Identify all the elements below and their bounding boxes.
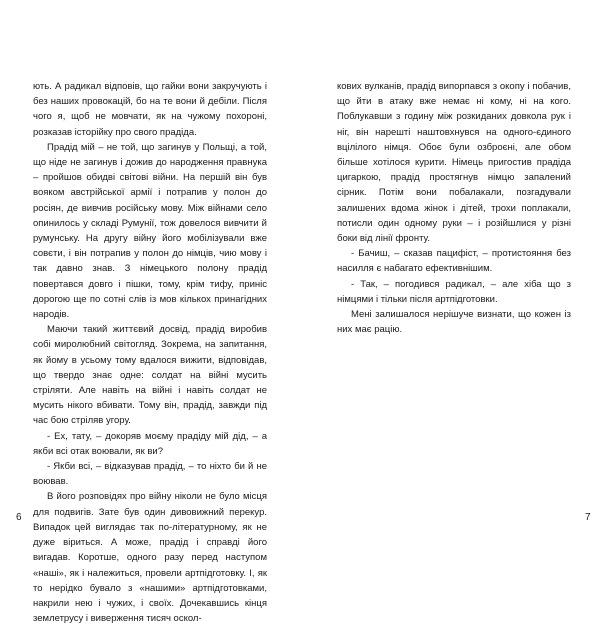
paragraph: - Так, – погодився радикал, – але хіба що з німцями і тільки після артпідготовки. [337, 278, 571, 305]
right-page-text [337, 79, 571, 337]
paragraph: Мені залишалося нерішуче визнати, що кожен із них має рацію. [337, 309, 571, 336]
paragraph: - Якби всі, – відказував прадід, – то ніхто би й не воював. [33, 461, 267, 488]
paragraph: ють. А радикал відповів, що гайки вони закручують і без наших провокацій, бо на те вони й дебіли. Після чого я, щоб не мовчати, як на чужому похороні, розказав історійку про свого прадіда. [33, 81, 267, 138]
paragraph: - Ех, тату, – докоряв моєму прадіду мій дід, – а якби всі отак воювали, як ви? [33, 430, 267, 457]
paragraph: Прадід мій – не той, що загинув у Польщі, а той, що ніде не загинув і дожив до народження правнука – пройшов обидві світові війни. На першій він був вояком австрійської армії і потрапив у полон до росіян, де вивчив російську мову. Між війнами село опинилось у складі Румунії, тож довелося вивчити й румунську. На другу війну його мобілізували вже совєти, і він потрапив у полон до німців, чию мову і так давно знав. З німецького полону прадід повертався довго і пішки, тому, крім тифу, приніс дорогою ще по сотні слів із мов кількох принагідних народів. [33, 141, 267, 321]
page-number: 7 [585, 512, 591, 523]
page-number: 6 [16, 512, 22, 523]
left-page [0, 0, 300, 625]
paragraph: - Бачиш, – сказав пацифіст, – протистояння без насилля є набагато ефективнішим. [337, 248, 571, 275]
paragraph: В його розповідях про війну ніколи не було місця для подвигів. Зате був один дивовижний перекур. Випадок цей виглядає так по-літературному, як не дуже віриться. А може, прадід і справді його вигадав. Коротше, одного разу перед наступом «наші», як і належиться, провели артпідготовку. І, як то нерідко бувало з «нашими» артпідготовками, накрили нею і чужих, і своїх. Дочекавшись кінця землетрусу і виверження тисяч оскол- [33, 491, 267, 625]
left-page-text [33, 79, 267, 626]
paragraph: кових вулканів, прадід випорпався з окопу і побачив, що йти в атаку вже немає ні кому, ні на кого. Поблукавши з годину між розкиданих довкола рук і ніг, він нарешті наштовхнувся на одного-єдиного вцілілого німця. Обоє були озброєні, але обом більше хотілося курити. Німець пригостив прадіда цигаркою, прадід простягнув німцю запалений сірник. Потім вони побалакали, позгадували залишених вдома жінок і дітей, трохи поплакали, потисли один одному руки – і розійшлися у різні боки від лінії фронту. [337, 81, 571, 245]
right-page [300, 0, 600, 600]
paragraph: Маючи такий життєвий досвід, прадід виробив собі миролюбний світогляд. Зокрема, на запитання, як йому в усьому тому вдалося вижити, відповідав, що твердо знає одне: солдат на війні мусить стріляти. Але навіть на війні і навіть солдат не мусить нікого вбивати. Тому він, прадід, завжди під час бою стріляв угору. [33, 324, 267, 427]
